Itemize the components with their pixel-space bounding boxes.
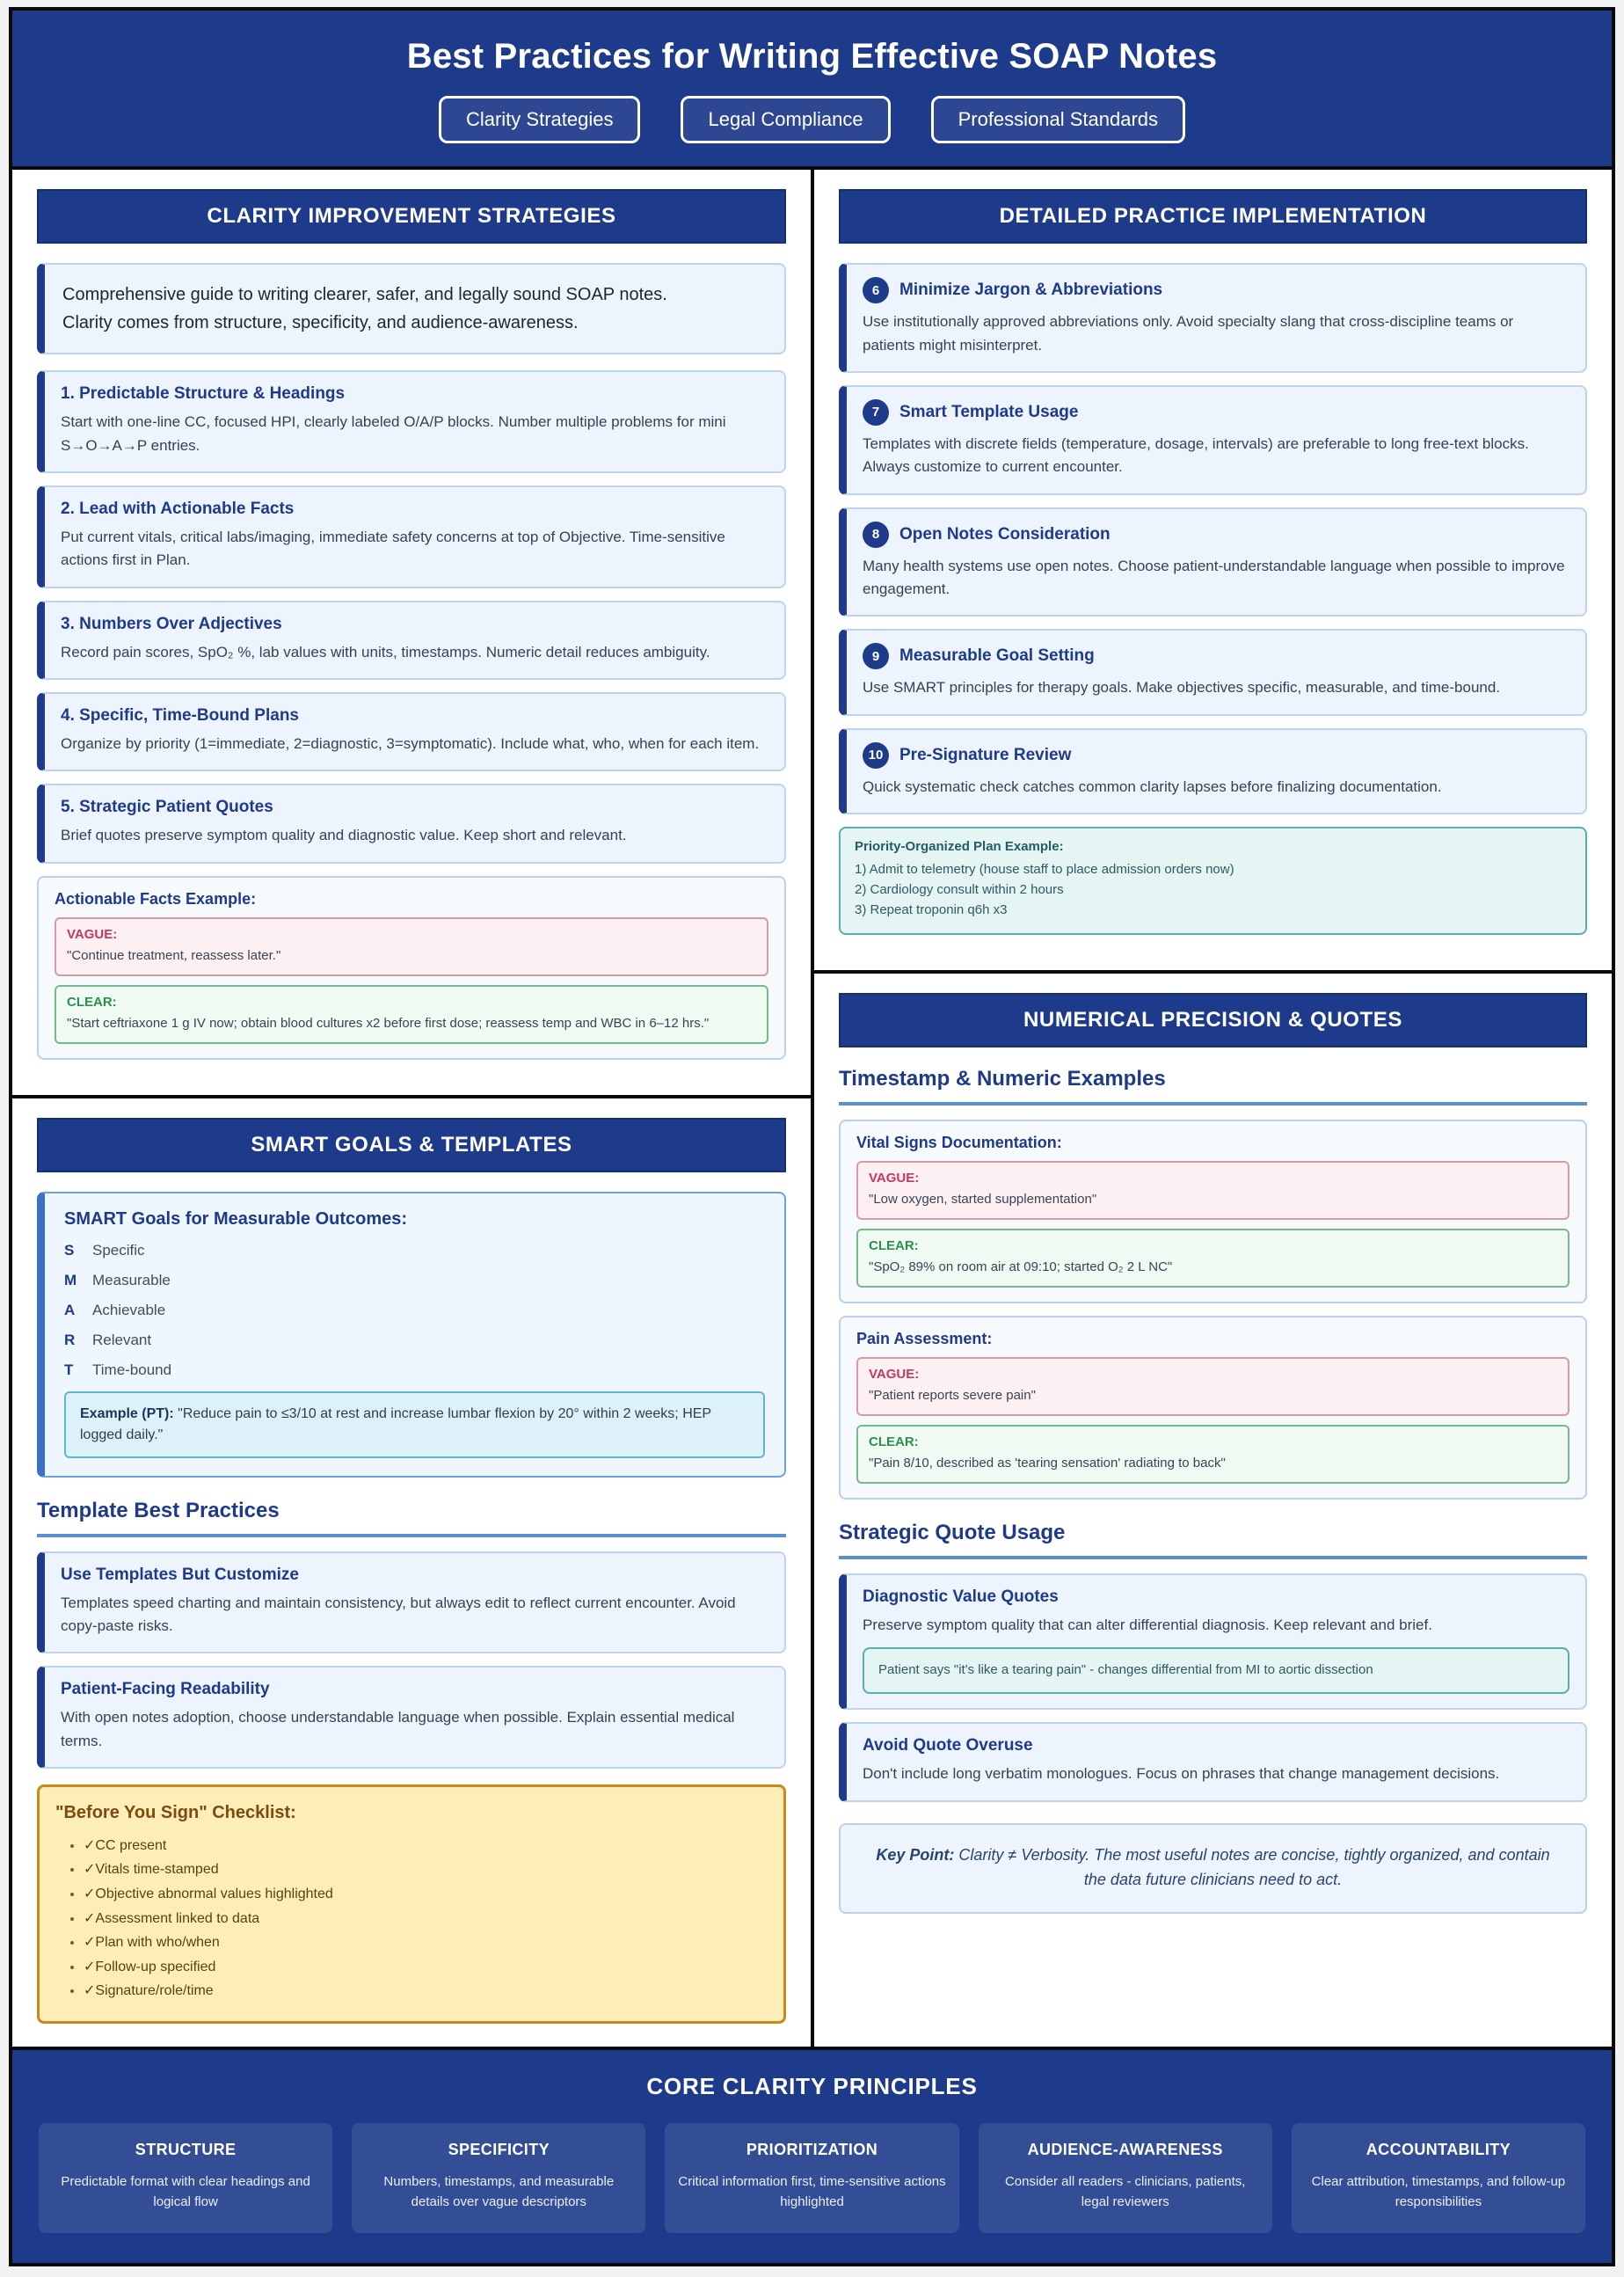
smart-letter-s: S xyxy=(64,1241,75,1259)
diagnostic-quote-inner-text: Patient says "it's like a tearing pain" - changes differential from MI to aortic dissection xyxy=(878,1662,1373,1678)
clarity-card-3-text: Record pain scores, SpO₂ %, lab values with units, timestamps. Numeric detail reduces ambiguity. xyxy=(61,643,710,660)
lede-line-2: Clarity comes from structure, specificity, and audience-awareness. xyxy=(62,313,579,333)
template-card-2-title: Patient-Facing Readability xyxy=(61,1680,270,1699)
footer-card-structure-title: STRUCTURE xyxy=(135,2140,237,2158)
pain-assessment-example-title: Pain Assessment: xyxy=(856,1329,993,1347)
practice-card-7-text: Templates with discrete fields (temperature, dosage, intervals) are preferable to long free-text blocks. Always customize to current encounter. xyxy=(863,434,1529,476)
checklist-item xyxy=(84,1882,764,1907)
practice-card-7-title-row xyxy=(863,399,1569,426)
quote-card-avoid-overuse-text: Don't include long verbatim monologues. Focus on phrases that change management decisions. xyxy=(863,1765,1500,1783)
template-card-2-text: With open notes adoption, choose understandable language when possible. Explain essential medical terms. xyxy=(61,1709,735,1749)
number-badge-icon: 6 xyxy=(863,277,889,303)
vague-text: "Low oxygen, started supplementation" xyxy=(869,1191,1097,1207)
check-icon: ✓ xyxy=(84,1910,96,1926)
clear-label: CLEAR: xyxy=(869,1434,919,1449)
practice-card-8-text: Many health systems use open notes. Choose patient-understandable language when possible to improve engagement. xyxy=(863,557,1565,597)
clarity-improvement-panel xyxy=(12,170,811,1098)
smart-goals-panel xyxy=(12,1098,811,2047)
vague-label: VAGUE: xyxy=(869,1170,920,1186)
checklist-item xyxy=(84,1955,764,1980)
right-column xyxy=(814,170,1612,2046)
clarity-card-1-title: 1. Predictable Structure & Headings xyxy=(61,384,346,404)
smart-word-t: Time-bound xyxy=(92,1361,172,1378)
practice-card-7-title: Smart Template Usage xyxy=(899,402,1079,421)
number-badge-icon: 10 xyxy=(863,742,889,769)
practice-card-9-title-row xyxy=(863,643,1569,669)
page-title: Best Practices for Writing Effective SOAP Notes xyxy=(406,37,1218,76)
header-pill-professional-standards[interactable]: Professional Standards xyxy=(931,96,1185,143)
footer-card-accountability xyxy=(1292,2123,1585,2234)
checklist-item xyxy=(84,1834,764,1858)
lede-line-1: Comprehensive guide to writing clearer, safer, and legally sound SOAP notes. xyxy=(62,285,667,305)
clarity-card-4-title: 4. Specific, Time-Bound Plans xyxy=(61,705,299,725)
actionable-facts-example-box xyxy=(37,876,786,1060)
actionable-facts-example-title: Actionable Facts Example: xyxy=(55,889,257,908)
actionable-facts-vague-box xyxy=(55,917,768,976)
checklist-item-label: Signature/role/time xyxy=(95,1983,214,1999)
smart-word-r: Relevant xyxy=(92,1331,152,1348)
before-you-sign-checklist xyxy=(37,1784,786,2024)
clarity-card-4 xyxy=(37,692,786,771)
practice-card-9-title: Measurable Goal Setting xyxy=(899,646,1095,666)
header-pill-clarity-strategies[interactable]: Clarity Strategies xyxy=(439,96,641,143)
smart-row-r xyxy=(64,1332,765,1349)
smart-goal-example xyxy=(64,1391,765,1458)
practice-card-6-title: Minimize Jargon & Abbreviations xyxy=(899,281,1163,300)
clarity-card-2 xyxy=(37,485,786,588)
footer-card-prioritization-title: PRIORITIZATION xyxy=(746,2140,878,2158)
practice-card-10-text: Quick systematic check catches common clarity lapses before finalizing documentation. xyxy=(863,777,1442,795)
smart-letter-m: M xyxy=(64,1271,77,1288)
clarity-panel-band: CLARITY IMPROVEMENT STRATEGIES xyxy=(37,189,786,244)
clarity-card-5-title: 5. Strategic Patient Quotes xyxy=(61,798,273,817)
clear-label: CLEAR: xyxy=(869,1237,919,1253)
smart-word-s: Specific xyxy=(92,1241,145,1259)
smart-letter-a: A xyxy=(64,1301,76,1318)
smart-row-a xyxy=(64,1302,765,1319)
practice-card-9-text: Use SMART principles for therapy goals. Make objectives specific, measurable, and time-bound. xyxy=(863,679,1501,697)
practice-card-6-text: Use institutionally approved abbreviations only. Avoid specialty slang that cross-discipline teams or patients might misinterpret. xyxy=(863,313,1514,354)
checklist-item-label: Objective abnormal values highlighted xyxy=(95,1887,333,1901)
key-point-box xyxy=(839,1823,1587,1915)
vague-label: VAGUE: xyxy=(869,1366,920,1382)
poster-body xyxy=(12,170,1612,2046)
footer-card-accountability-text: Clear attribution, timestamps, and follow-up responsibilities xyxy=(1311,2173,1566,2209)
detailed-practice-panel xyxy=(814,170,1612,974)
footer-card-audience-awareness xyxy=(979,2123,1272,2234)
footer-card-accountability-title: ACCOUNTABILITY xyxy=(1365,2140,1511,2158)
clarity-card-3-title: 3. Numbers Over Adjectives xyxy=(61,614,282,633)
check-icon: ✓ xyxy=(84,1959,96,1974)
clear-label: CLEAR: xyxy=(67,994,117,1010)
clear-text: "SpO₂ 89% on room air at 09:10; started O₂ 2 L NC" xyxy=(869,1259,1173,1274)
priority-plan-line-1: 1) Admit to telemetry (house staff to place admission orders now) xyxy=(855,861,1234,877)
quote-card-avoid-overuse xyxy=(839,1722,1587,1801)
checklist-title: "Before You Sign" Checklist: xyxy=(55,1802,296,1822)
footer-card-audience-awareness-title: AUDIENCE-AWARENESS xyxy=(1027,2140,1223,2158)
clarity-card-5 xyxy=(37,784,786,863)
checklist-item-label: Vitals time-stamped xyxy=(95,1862,219,1878)
strategic-quote-usage-subhead: Strategic Quote Usage xyxy=(839,1521,1587,1559)
check-icon: ✓ xyxy=(84,1887,96,1901)
template-best-practices-subhead: Template Best Practices xyxy=(37,1499,786,1537)
check-icon: ✓ xyxy=(84,1862,96,1878)
numerical-panel-band: NUMERICAL PRECISION & QUOTES xyxy=(839,993,1587,1047)
clarity-card-4-text: Organize by priority (1=immediate, 2=diagnostic, 3=symptomatic). Include what, who, when for each item. xyxy=(61,734,760,752)
clarity-card-5-text: Brief quotes preserve symptom quality and diagnostic value. Keep short and relevant. xyxy=(61,827,627,844)
clear-text: "Pain 8/10, described as 'tearing sensation' radiating to back" xyxy=(869,1455,1226,1471)
practice-card-8-title: Open Notes Consideration xyxy=(899,524,1111,544)
diagnostic-quote-inner-box xyxy=(863,1647,1569,1694)
vital-signs-clear-box xyxy=(856,1229,1569,1288)
quote-card-diagnostic-title: Diagnostic Value Quotes xyxy=(863,1587,1059,1606)
checklist-item-label: Follow-up specified xyxy=(95,1959,216,1974)
actionable-facts-clear-box xyxy=(55,985,768,1044)
timestamp-numeric-subhead: Timestamp & Numeric Examples xyxy=(839,1067,1587,1106)
footer-card-structure-text: Predictable format with clear headings and logical flow xyxy=(61,2173,310,2209)
key-point-text: Clarity ≠ Verbosity. The most useful notes are concise, tightly organized, and contain the data future clinicians need to act. xyxy=(954,1845,1550,1889)
detailed-panel-band: DETAILED PRACTICE IMPLEMENTATION xyxy=(839,189,1587,244)
smart-word-m: Measurable xyxy=(92,1271,171,1288)
checklist-item xyxy=(84,1907,764,1931)
key-point-label: Key Point: xyxy=(876,1845,955,1864)
pain-assessment-vague-box xyxy=(856,1357,1569,1416)
vague-text: "Patient reports severe pain" xyxy=(869,1387,1036,1403)
checklist-item xyxy=(84,1930,764,1955)
footer-card-audience-awareness-text: Consider all readers - clinicians, patients, legal reviewers xyxy=(1004,2173,1246,2209)
vague-label: VAGUE: xyxy=(67,926,118,942)
smart-goals-box xyxy=(37,1192,786,1478)
check-icon: ✓ xyxy=(84,1983,96,1999)
template-card-1 xyxy=(37,1551,786,1654)
template-card-1-text: Templates speed charting and maintain consistency, but always edit to reflect current encounter. Avoid copy-paste risks. xyxy=(61,1594,736,1634)
smart-letter-r: R xyxy=(64,1331,76,1348)
footer-card-specificity-text: Numbers, timestamps, and measurable details over vague descriptors xyxy=(383,2173,615,2209)
header-pill-legal-compliance[interactable]: Legal Compliance xyxy=(681,96,890,143)
priority-plan-example-title: Priority-Organized Plan Example: xyxy=(855,838,1064,854)
number-badge-icon: 9 xyxy=(863,643,889,669)
footer-card-prioritization xyxy=(665,2123,958,2234)
priority-plan-example-box xyxy=(839,827,1587,935)
number-badge-icon: 7 xyxy=(863,399,889,426)
practice-card-6 xyxy=(839,263,1587,373)
vital-signs-example-title: Vital Signs Documentation: xyxy=(856,1133,1062,1151)
checklist-item-label: CC present xyxy=(95,1837,167,1853)
footer-title: CORE CLARITY PRINCIPLES xyxy=(646,2072,978,2099)
smart-panel-band: SMART GOALS & TEMPLATES xyxy=(37,1118,786,1172)
checklist-item-label: Assessment linked to data xyxy=(95,1910,260,1926)
quote-card-diagnostic-value xyxy=(839,1573,1587,1711)
priority-plan-line-2: 2) Cardiology consult within 2 hours xyxy=(855,882,1064,898)
smart-goal-example-text: "Reduce pain to ≤3/10 at rest and increase lumbar flexion by 20° within 2 weeks; HEP logged daily." xyxy=(80,1405,711,1442)
clarity-panel-lede xyxy=(37,263,786,354)
numerical-precision-panel xyxy=(814,974,1612,1938)
smart-row-m xyxy=(64,1272,765,1289)
poster-root xyxy=(9,7,1615,2266)
quote-card-diagnostic-text: Preserve symptom quality that can alter differential diagnosis. Keep relevant and brief. xyxy=(863,1616,1432,1633)
vital-signs-vague-box xyxy=(856,1161,1569,1220)
checklist-items xyxy=(69,1834,764,2003)
smart-row-s xyxy=(64,1242,765,1259)
poster-footer xyxy=(12,2047,1612,2264)
poster-header xyxy=(12,11,1612,170)
template-card-1-title: Use Templates But Customize xyxy=(61,1565,299,1584)
footer-card-row xyxy=(39,2123,1585,2234)
check-icon: ✓ xyxy=(84,1935,96,1951)
clarity-card-2-title: 2. Lead with Actionable Facts xyxy=(61,499,295,518)
header-pill-row xyxy=(30,96,1594,143)
footer-card-structure xyxy=(39,2123,332,2234)
pain-assessment-clear-box xyxy=(856,1425,1569,1484)
check-icon: ✓ xyxy=(84,1837,96,1853)
clarity-card-1-text: Start with one-line CC, focused HPI, clearly labeled O/A/P blocks. Number multiple problems for mini S→O→A→P entries. xyxy=(61,413,726,454)
clarity-card-3 xyxy=(37,601,786,680)
smart-goals-heading: SMART Goals for Measurable Outcomes: xyxy=(64,1208,408,1229)
practice-card-10-title-row xyxy=(863,742,1569,769)
footer-card-specificity xyxy=(352,2123,645,2234)
vague-text: "Continue treatment, reassess later." xyxy=(67,947,281,963)
smart-letter-t: T xyxy=(64,1361,74,1378)
clear-text: "Start ceftriaxone 1 g IV now; obtain blood cultures x2 before first dose; reassess temp and WBC in 6–12 hrs." xyxy=(67,1015,710,1031)
vital-signs-example-box xyxy=(839,1120,1587,1303)
quote-card-avoid-overuse-title: Avoid Quote Overuse xyxy=(863,1736,1033,1755)
footer-card-prioritization-text: Critical information first, time-sensitive actions highlighted xyxy=(678,2173,946,2209)
practice-card-8 xyxy=(839,507,1587,617)
checklist-item xyxy=(84,1857,764,1882)
practice-card-9 xyxy=(839,629,1587,715)
practice-card-6-title-row xyxy=(863,277,1569,303)
smart-goal-example-label: Example (PT): xyxy=(80,1405,174,1421)
practice-card-8-title-row xyxy=(863,522,1569,548)
practice-card-7 xyxy=(839,385,1587,495)
checklist-item-label: Plan with who/when xyxy=(95,1935,220,1951)
smart-word-a: Achievable xyxy=(92,1301,166,1318)
practice-card-10-title: Pre-Signature Review xyxy=(899,745,1072,764)
practice-card-10 xyxy=(839,728,1587,814)
left-column xyxy=(12,170,814,2046)
number-badge-icon: 8 xyxy=(863,522,889,548)
clarity-card-1 xyxy=(37,370,786,473)
checklist-item xyxy=(84,1979,764,2003)
footer-card-specificity-title: SPECIFICITY xyxy=(448,2140,550,2158)
clarity-card-2-text: Put current vitals, critical labs/imaging, immediate safety concerns at top of Objective. Time-sensitive actions first in Plan. xyxy=(61,528,725,569)
template-card-2 xyxy=(37,1666,786,1769)
pain-assessment-example-box xyxy=(839,1316,1587,1500)
priority-plan-line-3: 3) Repeat troponin q6h x3 xyxy=(855,902,1008,918)
smart-row-t xyxy=(64,1361,765,1379)
